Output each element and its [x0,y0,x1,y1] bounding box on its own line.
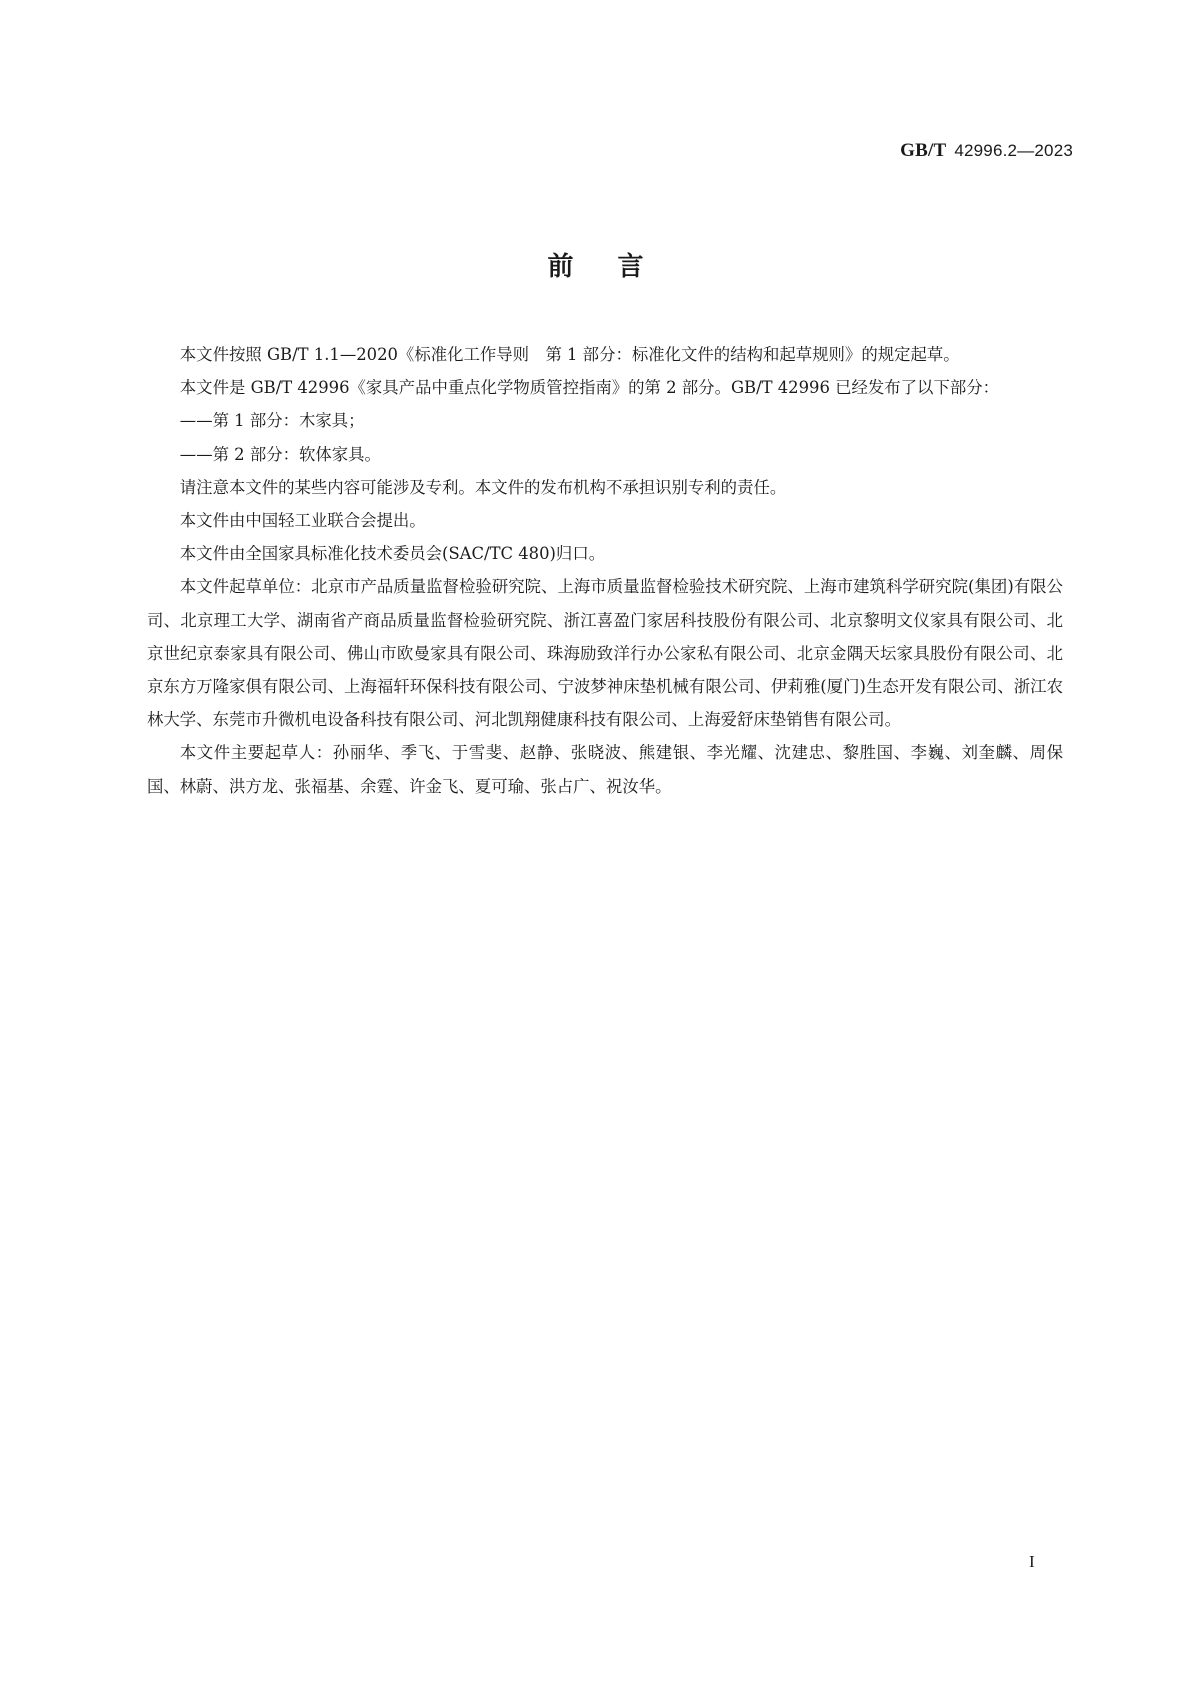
page-number: I [1029,1552,1035,1571]
page-title: 前言 [547,252,688,282]
paragraph-drafting-units: 本文件起草单位：北京市产品质量监督检验研究院、上海市质量监督检验技术研究院、上海市建筑科学研究院(集团)有限公司、北京理工大学、湖南省产商品质量监督检验研究院、浙江喜盈门家居科技股份有限公司、北京黎明文仪家具有限公司、北京世纪京泰家具有限公司、佛山市欧曼家具有限公司、珠海励致洋行办公家私有限公司、北京金隅天坛家具股份有限公司、北京东方万隆家俱有限公司、上海福轩环保科技有限公司、宁波梦神床垫机械有限公司、伊莉雅(厦门)生态开发有限公司、浙江农林大学、东莞市升微机电设备科技有限公司、河北凯翔健康科技有限公司、上海爱舒床垫销售有限公司。 [147,577,1063,730]
list-item-part-2: ——第 2 部分：软体家具。 [179,444,381,464]
standard-number [900,140,1073,162]
paragraph-drafters: 本文件主要起草人：孙丽华、季飞、于雪斐、赵静、张晓波、熊建银、李光耀、沈建忠、黎胜国、李巍、刘奎麟、周保国、林蔚、洪方龙、张福基、余霆、许金飞、夏可瑜、张占广、祝汝华。 [147,743,1063,796]
standard-prefix: GB/T [900,140,947,161]
standard-code: 42996.2—2023 [954,141,1073,160]
paragraph-patent-notice: 请注意本文件的某些内容可能涉及专利。本文件的发布机构不承担识别专利的责任。 [179,477,787,497]
foreword-body [147,338,1063,803]
paragraph-proposer: 本文件由中国轻工业联合会提出。 [179,511,426,531]
paragraph-drafting-rules: 本文件按照 GB/T 1.1—2020《标准化工作导则 第 1 部分：标准化文件的结构和起草规则》的规定起草。 [179,345,960,364]
paragraph-series-intro: 本文件是 GB/T 42996《家具产品中重点化学物质管控指南》的第 2 部分。GB/T 42996 已经发布了以下部分： [179,378,1000,398]
list-item-part-1: ——第 1 部分：木家具； [179,411,365,431]
paragraph-committee: 本文件由全国家具标准化技术委员会(SAC/TC 480)归口。 [179,544,606,564]
